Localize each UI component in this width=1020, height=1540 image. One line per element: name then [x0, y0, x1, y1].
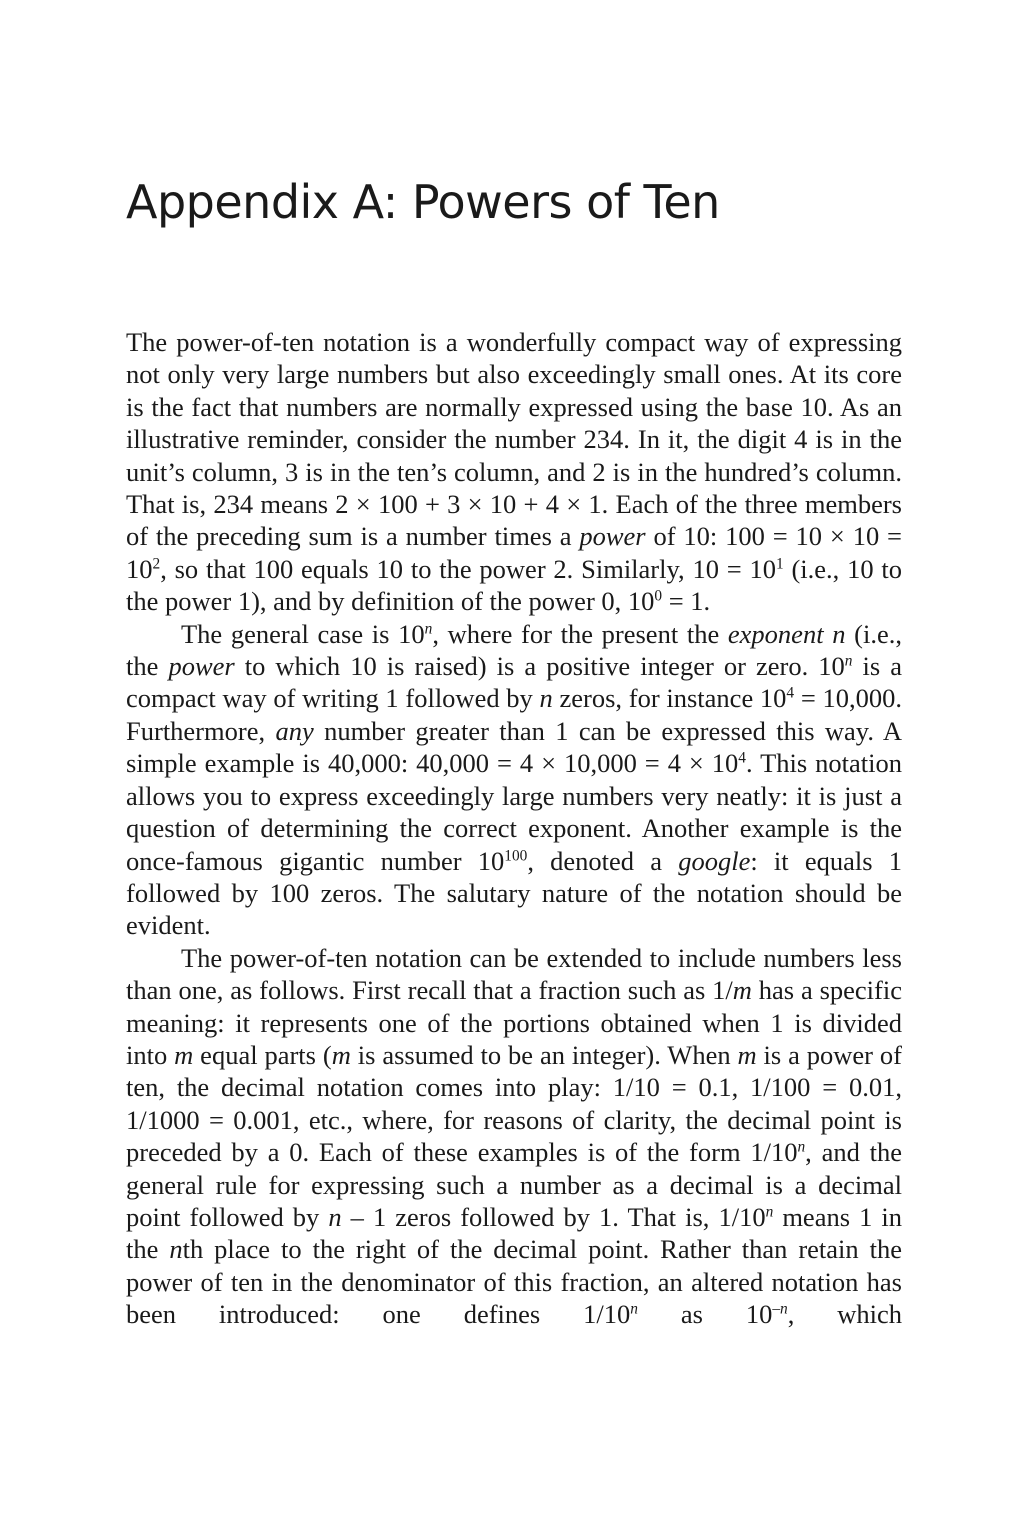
- body-text: [126, 326, 902, 1331]
- paragraph-3: [126, 942, 902, 1331]
- text-run: . This notation allows you to express exceedingly large numbers very neatly: it is just a question of determining the correct exponent. Another example is the once-famous gigantic number 10: [126, 748, 902, 876]
- italic-text: m: [174, 1039, 194, 1070]
- text-run: , and the general rule for expressing such a number as a decimal is a decimal point followed by: [126, 1137, 903, 1232]
- text-run: has a specific meaning: it represents one of the portions obtained when 1 is divided into: [126, 975, 902, 1070]
- text-run: as 10: [637, 1299, 773, 1330]
- exponent: n: [844, 652, 853, 670]
- exponent: 0: [654, 587, 663, 605]
- exponent: n: [797, 1138, 806, 1156]
- text-run: is a power of ten, the decimal notation comes into play: 1/10 = 0.1, 1/100 = 0.01, 1/1000 = 0.001, etc., where, for reasons of clarity, the decimal point is preceded by a 0. Each of these examples is of the form 1/10: [126, 1039, 902, 1168]
- text-run: , which: [787, 1299, 903, 1330]
- text-run: of 10: 100 = 10 × 10 = 10: [126, 521, 902, 584]
- exponent: 4: [786, 684, 795, 702]
- italic-text: m: [331, 1039, 351, 1070]
- exponent: n: [630, 1300, 638, 1318]
- text-run: , so that 100 equals 10 to the power 2. Similarly, 10 = 10: [160, 553, 776, 584]
- chapter-title: Appendix A: Powers of Ten: [126, 175, 720, 229]
- italic-text: m: [737, 1039, 757, 1070]
- exponent: 2: [152, 555, 161, 573]
- text-run: = 10,000. Furthermore,: [126, 683, 902, 746]
- italic-text: power: [579, 521, 646, 552]
- italic-text: m: [732, 975, 752, 1006]
- exponent: n: [765, 1203, 774, 1221]
- exponent: 1: [775, 555, 784, 573]
- text-run: The power-of-ten notation can be extended to include numbers less than one, as follows. First recall that a fraction such as 1/: [126, 942, 902, 1006]
- paragraph-1: [126, 326, 902, 618]
- text-run: th place to the right of the decimal point. Rather than retain the power of ten in the denominator of this fraction, an altered notation has been introduced: one defines 1/10: [126, 1234, 903, 1330]
- text-run: means 1 in the: [126, 1201, 902, 1265]
- text-run: equal parts (: [193, 1039, 332, 1070]
- text-run: – 1 zeros followed by 1. That is, 1/10: [341, 1201, 766, 1232]
- exponent: n: [424, 620, 433, 638]
- text-run: : it equals 1 followed by 100 zeros. The salutary nature of the notation should be evident.: [126, 845, 902, 941]
- italic-text: exponent n: [727, 618, 846, 649]
- italic-text: google: [678, 845, 751, 876]
- exponent: 100: [504, 846, 528, 864]
- text-run: to which 10 is raised) is a positive integer or zero. 10: [234, 651, 845, 682]
- text-run: is assumed to be an integer). When: [350, 1039, 738, 1070]
- exponent: 4: [738, 749, 746, 767]
- text-run: The general case is 10: [181, 618, 425, 649]
- text-run: (i.e., 10 to the power 1), and by definition of the power 0, 10: [126, 553, 902, 617]
- italic-text: n: [169, 1234, 183, 1265]
- text-run: The power-of-ten notation is a wonderfully compact way of expressing not only very large numbers but also exceedingly small ones. At its core is the fact that numbers are normally expressed using the base 10. As an illustrative reminder, consider the number 234. In it, the digit 4 is in the unit’s column, 3 is in the ten’s column, and 2 is in the hundred’s column. That is, 234 means 2 × 100 + 3 × 10 + 4 × 1. Each of the three members of the preceding sum is a number times a: [126, 327, 902, 552]
- text-run: , denoted a: [527, 845, 679, 876]
- text-run: = 1.: [662, 586, 711, 617]
- text-run: , where for the present the: [432, 618, 728, 649]
- italic-text: any: [275, 715, 314, 746]
- text-run: zeros, for instance 10: [552, 683, 787, 714]
- paragraph-2: [126, 618, 902, 942]
- italic-text: n: [328, 1201, 342, 1232]
- italic-text: power: [168, 651, 235, 682]
- text-run: (i.e., the: [126, 618, 902, 682]
- exponent: –n: [772, 1300, 788, 1318]
- text-run: number greater than 1 can be expressed this way. A simple example is 40,000: 40,000 = 4 × 10,000 = 4 × 10: [126, 715, 902, 779]
- italic-text: n: [539, 683, 553, 714]
- text-run: is a compact way of writing 1 followed by: [126, 651, 903, 714]
